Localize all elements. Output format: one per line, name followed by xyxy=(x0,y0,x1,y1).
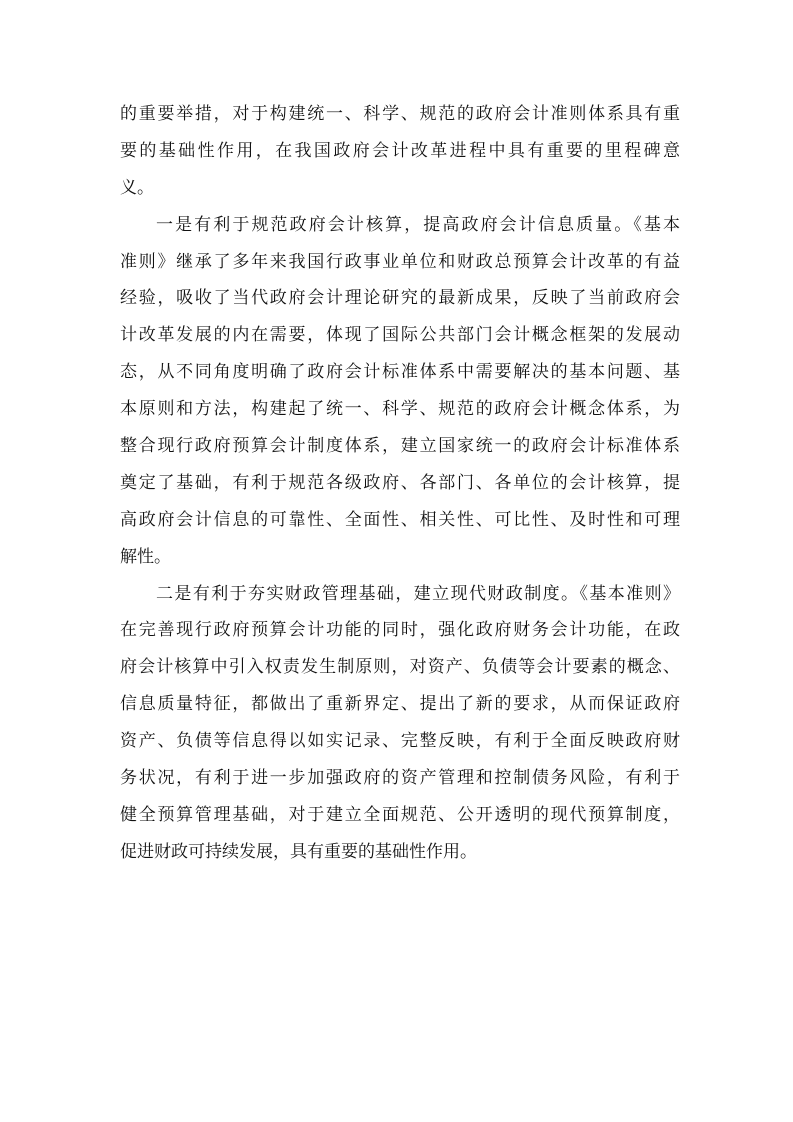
text-line: 的重要举措，对于构建统一、科学、规范的政府会计准则体系具有重 xyxy=(120,104,680,124)
text-line: 资产、负债等信息得以如实记录、完整反映，有利于全面反映政府财 xyxy=(120,731,680,752)
text-line: 信息质量特征，都做出了重新界定、提出了新的要求，从而保证政府 xyxy=(120,694,680,715)
text-line: 健全预算管理基础，对于建立全面规范、公开透明的现代预算制度， xyxy=(120,804,680,825)
text-line: 促进财政可持续发展，具有重要的基础性作用。 xyxy=(120,841,477,862)
text-line: 态，从不同角度明确了政府会计标准体系中需要解决的基本问题、基 xyxy=(120,362,680,383)
paragraph-2-first-line: 二是有利于夯实财政管理基础，建立现代财政制度。《基本准则》 xyxy=(156,583,680,604)
text-line: 要的基础性作用，在我国政府会计改革进程中具有重要的里程碑意 xyxy=(120,140,680,161)
body-text xyxy=(120,96,680,871)
text-line: 高政府会计信息的可靠性、全面性、相关性、可比性、及时性和可理 xyxy=(120,509,680,530)
text-line: 解性。 xyxy=(120,546,171,567)
text-line: 务状况，有利于进一步加强政府的资产管理和控制债务风险，有利于 xyxy=(120,768,680,789)
text-line: 奠定了基础，有利于规范各级政府、各部门、各单位的会计核算，提 xyxy=(120,472,680,493)
paragraph-1-first-line: 一是有利于规范政府会计核算，提高政府会计信息质量。《基本 xyxy=(156,214,680,235)
text-line: 府会计核算中引入权责发生制原则，对资产、负债等会计要素的概念、 xyxy=(120,657,680,678)
text-line: 本原则和方法，构建起了统一、科学、规范的政府会计概念体系，为 xyxy=(120,399,680,420)
text-line: 整合现行政府预算会计制度体系，建立国家统一的政府会计标准体系 xyxy=(120,436,680,457)
text-line: 义。 xyxy=(120,177,154,198)
text-line: 准则》继承了多年来我国行政事业单位和财政总预算会计改革的有益 xyxy=(120,251,680,272)
text-line: 经验，吸收了当代政府会计理论研究的最新成果，反映了当前政府会 xyxy=(120,288,680,309)
text-line: 计改革发展的内在需要，体现了国际公共部门会计概念框架的发展动 xyxy=(120,325,680,346)
text-line: 在完善现行政府预算会计功能的同时，强化政府财务会计功能，在政 xyxy=(120,620,680,641)
